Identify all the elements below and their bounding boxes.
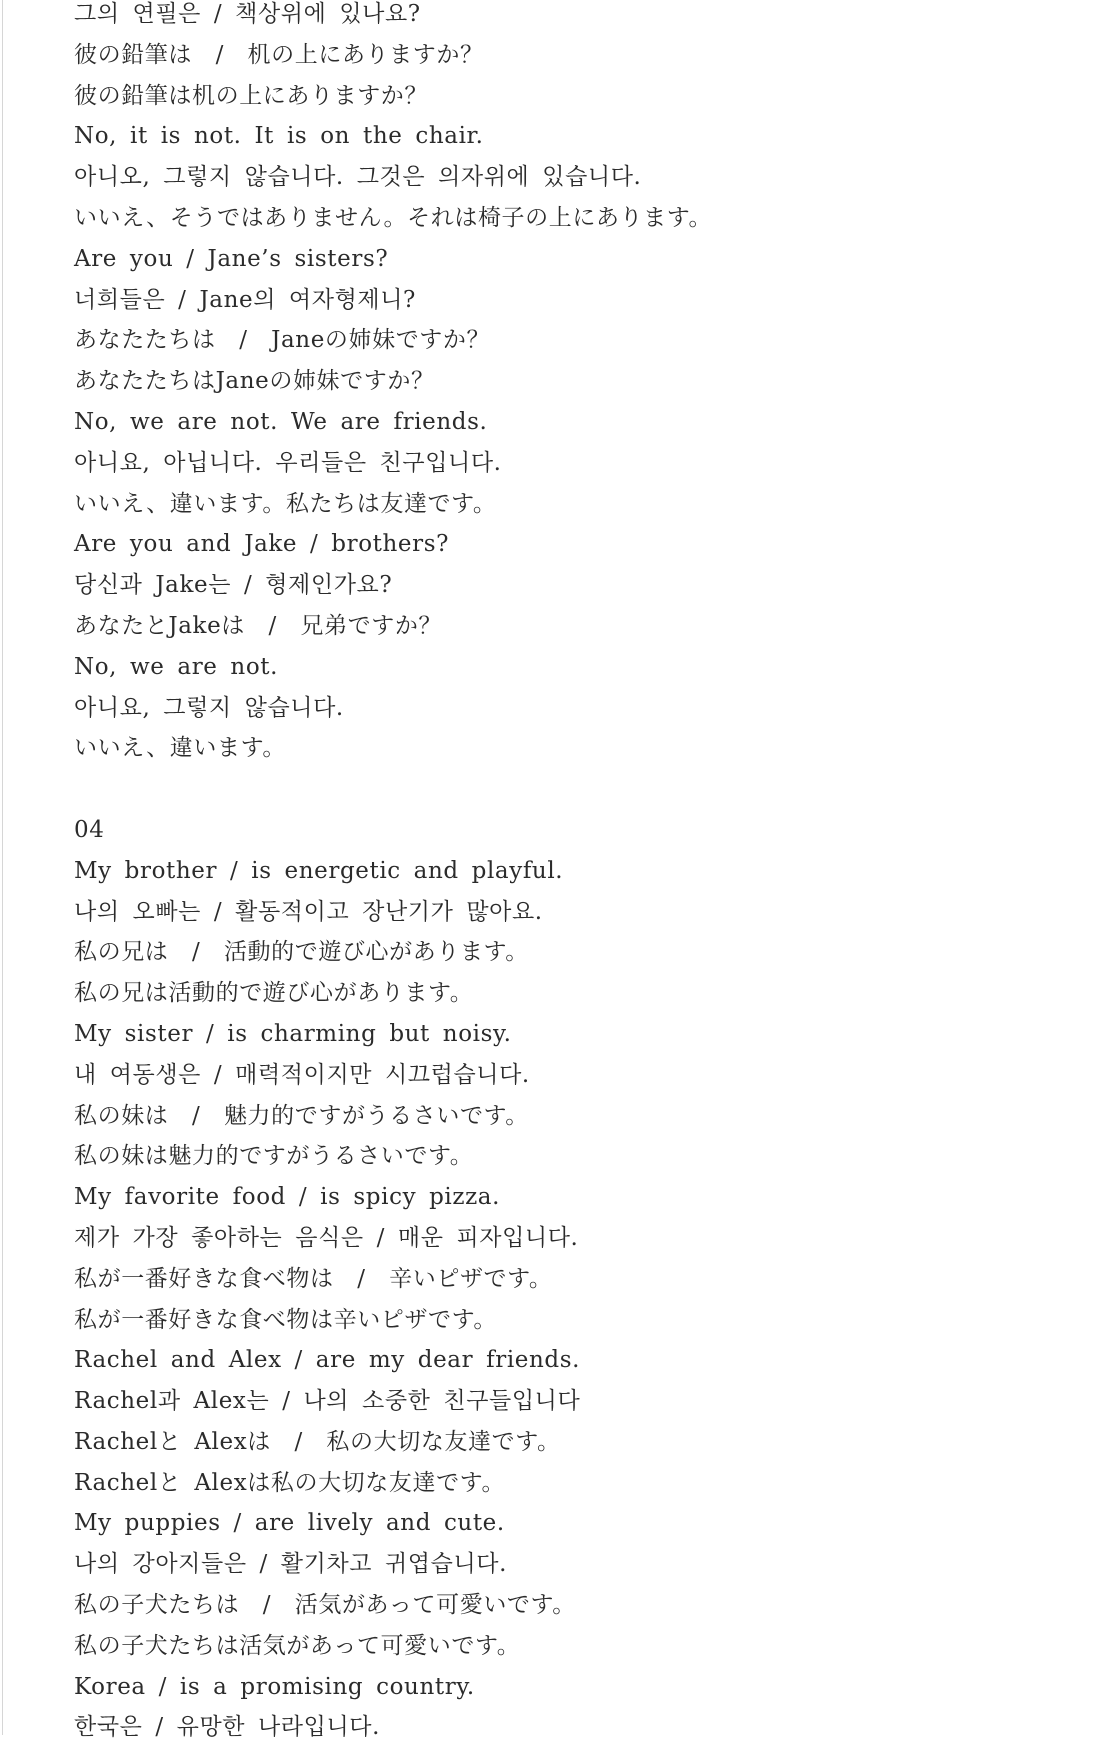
text-line: My favorite food / is spicy pizza.: [74, 1184, 501, 1211]
text-line: My puppies / are lively and cute.: [74, 1510, 505, 1537]
text-line: My sister / is charming but noisy.: [74, 1020, 512, 1047]
text-line: 아니요, 아닙니다. 우리들은 친구입니다.: [74, 449, 502, 476]
text-line: あなたとJakeは / 兄弟ですか？: [74, 612, 443, 639]
text-line: いいえ、違います。私たちは友達です。: [74, 490, 497, 517]
text-line: Rachelと Alexは私の大切な友達です。: [74, 1469, 506, 1496]
text-line: Korea / is a promising country.: [74, 1673, 475, 1700]
section-number: 04: [74, 816, 105, 843]
text-line: 私の妹は魅力的ですがうるさいです。: [74, 1143, 474, 1170]
text-line: No, it is not. It is on the chair.: [74, 123, 484, 150]
text-line: 彼の鉛筆は / 机の上にありますか？: [74, 41, 484, 68]
text-line: 나의 강아지들은 / 활기차고 귀엽습니다.: [74, 1551, 507, 1578]
text-line: 내 여동생은 / 매력적이지만 시끄럽습니다.: [74, 1061, 530, 1088]
text-line: 私の兄は / 活動的で遊び心があります。: [74, 939, 529, 966]
text-line: Rachel and Alex / are my dear friends.: [74, 1347, 581, 1374]
text-line: 당신과 Jake는 / 형제인가요?: [74, 572, 393, 599]
text-line: 私の子犬たちは / 活気があって可愛いです。: [74, 1592, 576, 1619]
text-line: あなたたちは / Janeの姉妹ですか？: [74, 327, 491, 354]
section-a: [74, 0, 1074, 769]
text-line: 아니요, 그렇지 않습니다.: [74, 694, 344, 721]
text-line: 나의 오빠는 / 활동적이고 장난기가 많아요.: [74, 898, 543, 925]
section-b: [74, 810, 1074, 1748]
text-line: 私が一番好きな食べ物は / 辛いピザです。: [74, 1265, 553, 1292]
text-line: Rachelと Alexは / 私の大切な友達です。: [74, 1428, 561, 1455]
text-line: No, we are not. We are friends.: [74, 408, 488, 435]
document-page: [74, 0, 1074, 1748]
text-line: 너희들은 / Jane의 여자형제니?: [74, 286, 416, 313]
text-line: 私の子犬たちは活気があって可愛いです。: [74, 1632, 521, 1659]
text-line: 한국은 / 유망한 나라입니다.: [74, 1714, 380, 1741]
text-line: My brother / is energetic and playful.: [74, 857, 564, 884]
text-line: Are you and Jake / brothers?: [74, 531, 450, 558]
text-line: No, we are not.: [74, 653, 279, 680]
text-line: Are you / Jane’s sisters?: [74, 245, 389, 272]
text-line: 아니오, 그렇지 않습니다. 그것은 의자위에 있습니다.: [74, 164, 642, 191]
text-line: いいえ、違います。: [74, 735, 286, 762]
text-line: 私の兄は活動的で遊び心があります。: [74, 980, 474, 1007]
text-line: 제가 가장 좋아하는 음식은 / 매운 피자입니다.: [74, 1224, 579, 1251]
text-line: 私の妹は / 魅力的ですがうるさいです。: [74, 1102, 529, 1129]
text-line: Rachel과 Alex는 / 나의 소중한 친구들입니다: [74, 1388, 581, 1415]
text-line: 私が一番好きな食べ物は辛いピザです。: [74, 1306, 497, 1333]
blank-line: [74, 769, 1074, 810]
text-line: 彼の鉛筆は机の上にありますか？: [74, 82, 428, 109]
text-line: 그의 연필은 / 책상위에 있나요?: [74, 1, 421, 27]
text-line: あなたたちはJaneの姉妹ですか？: [74, 368, 435, 395]
text-line: いいえ、そうではありません。それは椅子の上にあります。: [74, 204, 713, 231]
page-left-border: [2, 0, 3, 1735]
